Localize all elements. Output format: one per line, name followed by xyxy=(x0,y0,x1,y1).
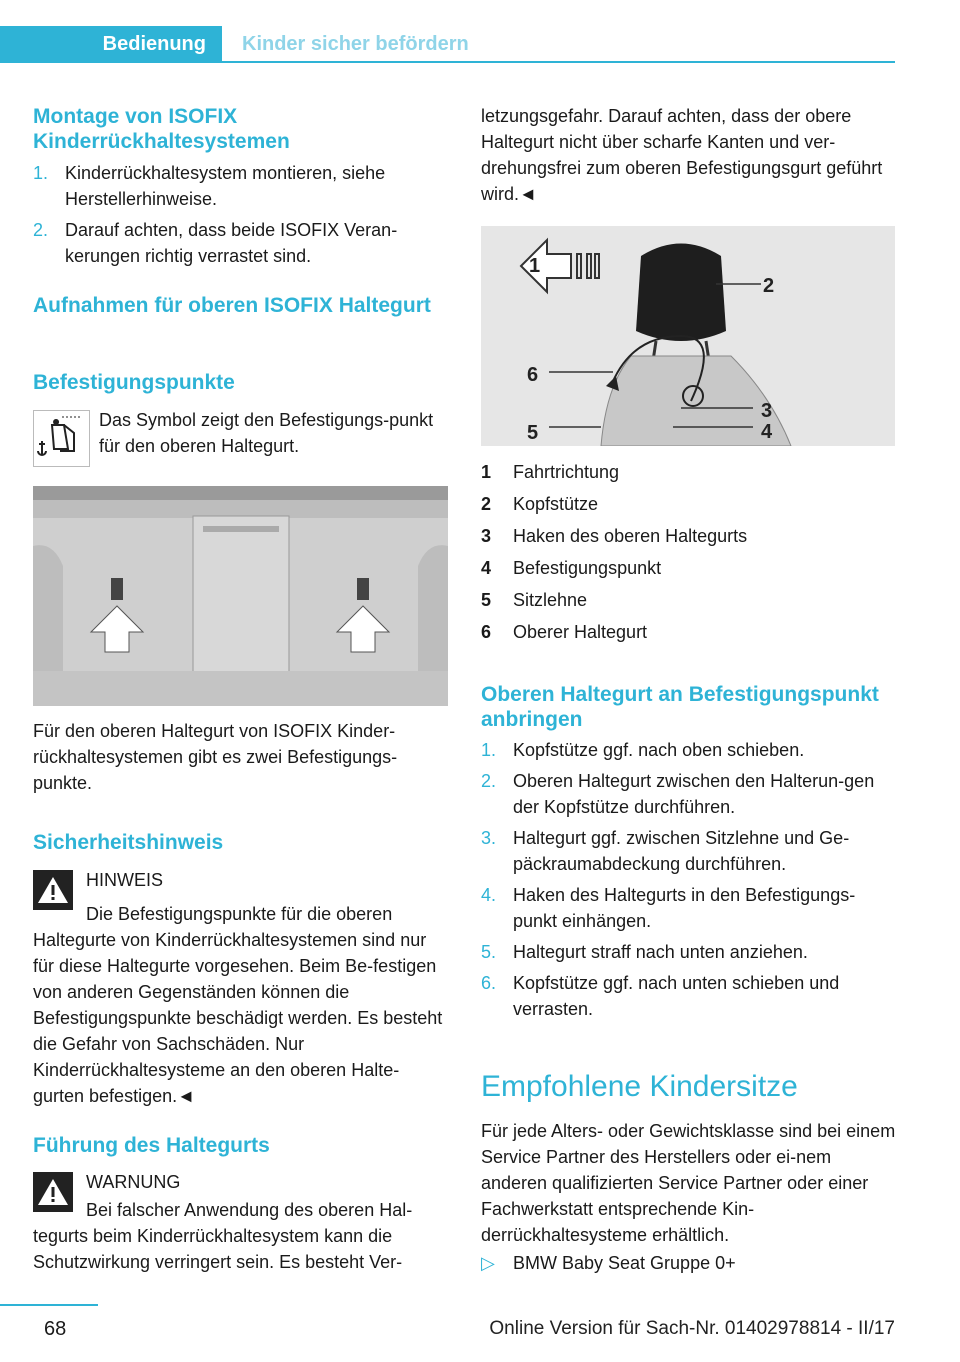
warnung-text-continued: letzungsgefahr. Darauf achten, dass der obere Haltegurt nicht über scharfe Kanten und ver-drehungsfrei zum oberen Befestigungsgurt geführt wird.◄ xyxy=(481,106,883,204)
symbol-description: Das Symbol zeigt den Befestigungs-punkt für den oberen Haltegurt. xyxy=(99,410,434,456)
legend-item xyxy=(481,552,896,584)
footer-online-version: Online Version für Sach-Nr. 01402978814 - II/17 xyxy=(489,1318,895,1339)
list-number: 6. xyxy=(481,973,497,993)
heading-fuehrung: Führung des Haltegurts xyxy=(33,1134,270,1157)
bullet-item xyxy=(481,1250,896,1276)
heading-aufnahmen: Aufnahmen für oberen ISOFIX Haltegurt xyxy=(33,294,431,317)
legend-text: Kopfstütze xyxy=(513,494,599,514)
list-number: 4. xyxy=(481,885,497,905)
tab-bedienung: Bedienung xyxy=(0,26,222,62)
legend-item xyxy=(481,456,896,488)
list-text: Haltegurt straff nach unten anziehen. xyxy=(513,942,808,962)
legend-text: Fahrtrichtung xyxy=(513,462,620,482)
legend-number: 1 xyxy=(481,462,492,482)
hinweis-text: Die Befestigungspunkte für die oberen Haltegurte von Kinderrückhaltesystemen sind nur für diese Haltegurte vorgesehen. Beim Be-festigen von anderen Gegenständen können die Befestigungspunkte beschädigt werden. Es besteht die Gefahr von Sachschäden. Nur Kinderrückhaltesysteme an den oberen Halte-gurten befestigen.◄ xyxy=(33,904,443,1106)
warnung-text: Bei falscher Anwendung des oberen Hal-tegurts beim Kinderrückhaltesystem kann die Schutzwirkung verringert sein. Es besteht Ver- xyxy=(33,1200,413,1272)
list-item xyxy=(481,939,896,965)
list-number: 3. xyxy=(481,828,497,848)
isofix-anchor-symbol-icon xyxy=(33,410,90,467)
legend-number: 2 xyxy=(481,494,492,514)
legend-item xyxy=(481,488,896,520)
legend-item xyxy=(481,520,896,552)
bullet-arrow-icon: ▷ xyxy=(481,1253,495,1273)
page-number: 68 xyxy=(44,1318,67,1340)
list-item xyxy=(481,737,896,763)
list-item xyxy=(481,970,896,1022)
legend-item xyxy=(481,584,896,616)
paragraph-empfohlen: Für jede Alters- oder Gewichtsklasse sind bei einem Service Partner des Herstellers oder ei-nem anderen qualifizierten Service Partner oder einer Fachwerkstatt entsprechende Kin-derrückhaltesysteme erhältlich. xyxy=(481,1121,896,1245)
headrest-diagram xyxy=(481,226,895,446)
list-number: 1. xyxy=(33,163,49,183)
paragraph-befestigungspunkte: Für den oberen Haltegurt von ISOFIX Kinder-rückhaltesystemen gibt es zwei Befestigungs-punkte. xyxy=(33,721,398,793)
list-text: Haltegurt ggf. zwischen Sitzlehne und Ge-päckraumabdeckung durchführen. xyxy=(513,828,850,874)
figure-legend xyxy=(481,456,896,648)
bullet-text: BMW Baby Seat Gruppe 0+ xyxy=(513,1253,736,1273)
breadcrumb-chapter: Kinder sicher befördern xyxy=(242,32,469,55)
list-number: 2. xyxy=(33,220,49,240)
steps-anbringen xyxy=(481,737,896,1022)
list-item xyxy=(33,217,443,269)
legend-text: Sitzlehne xyxy=(513,590,588,610)
list-text: Oberen Haltegurt zwischen den Halterun-gen der Kopfstütze durchführen. xyxy=(513,771,875,817)
fig-label-5: 5 xyxy=(527,422,539,444)
list-number: 1. xyxy=(481,740,497,760)
list-text: Darauf achten, dass beide ISOFIX Veran-kerungen richtig verrastet sind. xyxy=(65,220,398,266)
heading-empfohlene-kindersitze: Empfohlene Kindersitze xyxy=(481,1070,798,1103)
heading-isofix-montage: Montage von ISOFIX Kinderrückhaltesystemen xyxy=(33,105,290,153)
list-text: Haken des Haltegurts in den Befestigungs-punkt einhängen. xyxy=(513,885,856,931)
warnung-label: WARNUNG xyxy=(86,1172,181,1192)
fig-label-6: 6 xyxy=(527,364,539,386)
heading-befestigungspunkte: Befestigungspunkte xyxy=(33,371,235,394)
list-item xyxy=(481,768,896,820)
header-rule xyxy=(0,61,895,63)
trunk-photo xyxy=(33,486,448,706)
legend-text: Haken des oberen Haltegurts xyxy=(513,526,748,546)
hinweis-label: HINWEIS xyxy=(86,870,164,890)
legend-number: 3 xyxy=(481,526,492,546)
heading-anbringen: Oberen Haltegurt an Befestigungspunkt anbringen xyxy=(481,683,879,731)
legend-number: 6 xyxy=(481,622,492,642)
fig-label-4: 4 xyxy=(761,421,773,443)
legend-number: 5 xyxy=(481,590,492,610)
legend-number: 4 xyxy=(481,558,492,578)
fig-label-2: 2 xyxy=(763,275,775,297)
list-item xyxy=(33,160,443,212)
footer-rule xyxy=(0,1304,98,1306)
list-text: Kinderrückhaltesystem montieren, siehe Herstellerhinweise. xyxy=(65,163,386,209)
legend-item xyxy=(481,616,896,648)
list-text: Kopfstütze ggf. nach oben schieben. xyxy=(513,740,805,760)
list-number: 5. xyxy=(481,942,497,962)
list-text: Kopfstütze ggf. nach unten schieben und verrasten. xyxy=(513,973,840,1019)
fig-label-1: 1 xyxy=(529,255,541,277)
list-number: 2. xyxy=(481,771,497,791)
fig-label-3: 3 xyxy=(761,400,773,422)
legend-text: Befestigungspunkt xyxy=(513,558,662,578)
legend-text: Oberer Haltegurt xyxy=(513,622,648,642)
list-item xyxy=(481,882,896,934)
list-item xyxy=(481,825,896,877)
heading-sicherheitshinweis: Sicherheitshinweis xyxy=(33,831,224,854)
